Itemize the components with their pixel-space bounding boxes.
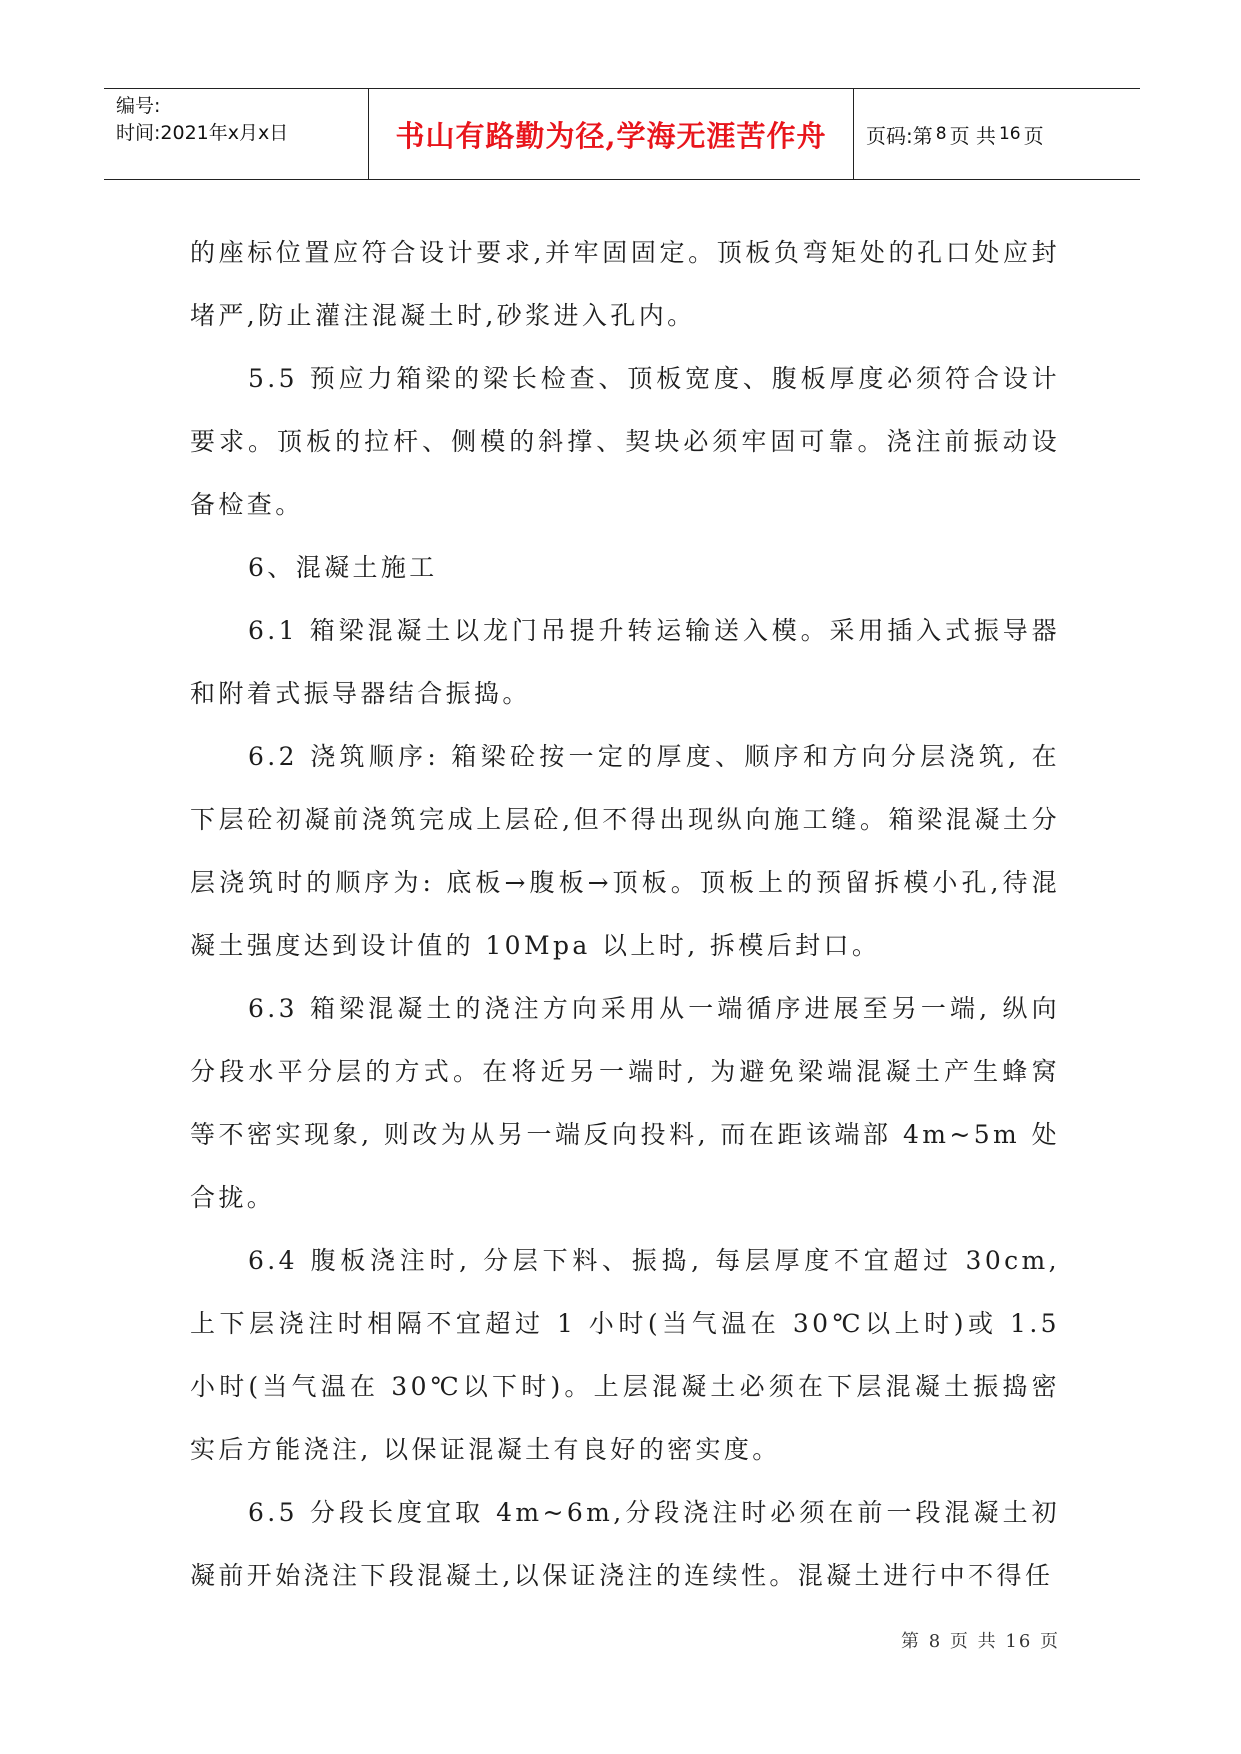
paragraph: 6.2 浇筑顺序: 箱梁砼按一定的厚度、顺序和方向分层浇筑, 在下层砼初凝前浇筑完成上层砼,但不得出现纵向施工缝。箱梁混凝土分层浇筑时的顺序为: 底板→腹板→顶板。顶板上的预留拆模小孔,待混凝土强度达到设计值的 10Mpa 以上时, 拆模后封口。	[190, 742, 1060, 960]
page-prefix: 页码:第	[866, 123, 933, 148]
section-heading: 6、混凝土施工	[248, 553, 438, 582]
paragraph: 的座标位置应符合设计要求,并牢固固定。顶板负弯矩处的孔口处应封堵严,防止灌注混凝土时,砂浆进入孔内。	[190, 238, 1060, 330]
page-header	[104, 88, 1140, 180]
document-time-label: 时间:2021年x月x日	[116, 122, 289, 144]
page-suffix: 页	[1023, 123, 1044, 148]
paragraph: 5.5 预应力箱梁的梁长检查、顶板宽度、腹板厚度必须符合设计要求。顶板的拉杆、侧模的斜撑、契块必须牢固可靠。浇注前振动设备检查。	[190, 364, 1060, 519]
document-body	[190, 221, 1060, 1607]
page-mid: 页 共	[949, 123, 996, 148]
header-page-number	[854, 89, 1140, 179]
page-footer: 第 8 页 共 16 页	[901, 1631, 1060, 1652]
paragraph: 6.1 箱梁混凝土以龙门吊提升转运输送入模。采用插入式振导器和附着式振导器结合振捣。	[190, 616, 1060, 708]
document-number-label: 编号:	[116, 95, 161, 117]
page-total: 16	[998, 124, 1021, 144]
paragraph: 6.5 分段长度宜取 4m~6m,分段浇注时必须在前一段混凝土初凝前开始浇注下段混凝土,以保证浇注的连续性。混凝土进行中不得任	[190, 1498, 1060, 1590]
page-current: 8	[935, 124, 947, 144]
paragraph: 6.3 箱梁混凝土的浇注方向采用从一端循序进展至另一端, 纵向分段水平分层的方式。在将近另一端时, 为避免梁端混凝土产生蜂窝等不密实现象, 则改为从另一端反向投料, 而在距该端部 4m~5m 处合拢。	[190, 994, 1060, 1212]
header-motto: 书山有路勤为径,学海无涯苦作舟	[368, 89, 854, 179]
paragraph: 6.4 腹板浇注时, 分层下料、振捣, 每层厚度不宜超过 30cm, 上下层浇注时相隔不宜超过 1 小时(当气温在 30℃以上时)或 1.5 小时(当气温在 30℃以下时)。上层混凝土必须在下层混凝土振捣密实后方能浇注, 以保证混凝土有良好的密实度。	[190, 1246, 1060, 1464]
header-meta	[104, 89, 368, 179]
